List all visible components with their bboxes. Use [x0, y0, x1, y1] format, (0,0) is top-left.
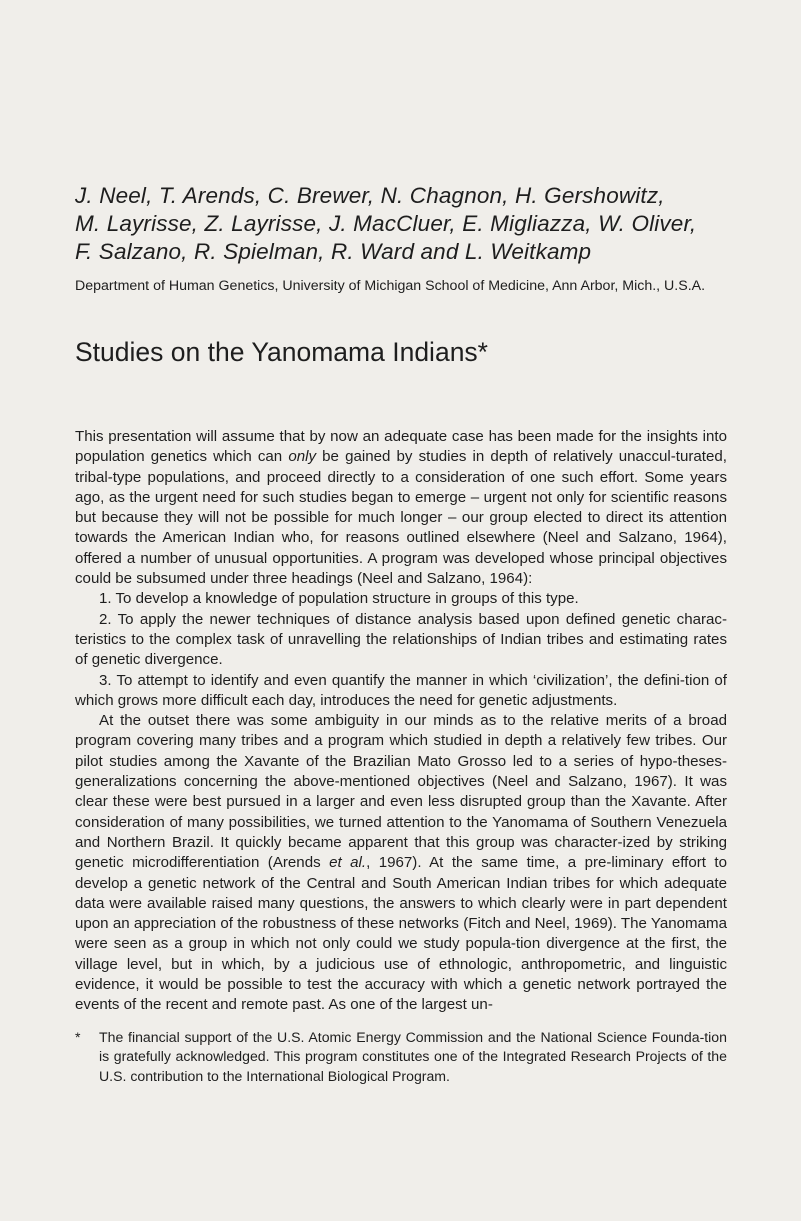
affiliation: Department of Human Genetics, University of Michigan School of Medicine, Ann Arbor, Mich., U.S.A.	[75, 278, 706, 294]
paper-page	[75, 182, 727, 1086]
author-line: J. Neel, T. Arends, C. Brewer, N. Chagnon, H. Gershowitz,	[75, 183, 665, 208]
objective-2: 2. To apply the newer techniques of distance analysis based upon defined genetic charac-teristics to the complex task of unravelling the relationships of Indian tribes and estimating rates of genetic divergence.	[75, 610, 727, 669]
objective-1: 1. To develop a knowledge of population structure in groups of this type.	[99, 590, 579, 608]
author-list	[75, 182, 727, 266]
intro-paragraph	[75, 427, 727, 589]
intro-text-after: be gained by studies in depth of relatively unaccul-turated, tribal-type populations, and proceed directly to a consideration of one such effort. Some years ago, as the urgent need for such studies began to emerge – urgent not only for scientific reasons but because they will not be possible for much longer – our group elected to direct its attention towards the American Indian who, for reasons outlined elsewhere (Neel and Salzano, 1964), offered a number of unusual opportunities. A program was developed whose principal objectives could be subsumed under three headings (Neel and Salzano, 1964):	[75, 448, 727, 588]
paper-title: Studies on the Yanomama Indians*	[75, 337, 488, 367]
footnote-mark: *	[75, 1028, 81, 1045]
footnote-text: The financial support of the U.S. Atomic Energy Commission and the National Science Founda-tion is gratefully acknowledged. This program constitutes one of the Integrated Research Projects of the U.S. contribution to the International Biological Program.	[99, 1028, 727, 1084]
body-text	[75, 427, 727, 1016]
second-paragraph	[75, 711, 727, 1015]
footnote	[75, 1028, 727, 1087]
objective-3: 3. To attempt to identify and even quantify the manner in which ‘civilization’, the defini-tion of which grows more difficult each day, introduces the need for genetic adjustments.	[75, 671, 727, 709]
intro-emphasis: only	[288, 448, 317, 466]
author-line: M. Layrisse, Z. Layrisse, J. MacCluer, E. Migliazza, W. Oliver,	[75, 211, 697, 236]
para2-text-before: At the outset there was some ambiguity in our minds as to the relative merits of a broad program covering many tribes and a program which studied in depth a relatively few tribes. Our pilot studies among the Xavante of the Brazilian Mato Grosso led to a series of hypo-theses-generalizations concerning the above-mentioned objectives (Neel and Salzano, 1967). It was clear these were best pursued in a larger and even less disrupted group than the Xavante. After consideration of many possibilities, we turned attention to the Yanomama of Southern Venezuela and Northern Brazil. It quickly became apparent that this group was character-ized by striking genetic microdifferentiation (Arends	[75, 712, 727, 872]
author-line: F. Salzano, R. Spielman, R. Ward and L. Weitkamp	[75, 239, 592, 264]
intro-text-before: This presentation will assume that by now an adequate case has been made for the insights into population genetics which can	[75, 428, 727, 466]
para2-emphasis: et al.	[329, 854, 367, 872]
para2-text-after: , 1967). At the same time, a pre-liminary effort to develop a genetic network of the Central and South American Indian tribes for which adequate data were available raised many questions, the answers to which clearly were in part dependent upon an appreciation of the robustness of these networks (Fitch and Neel, 1969). The Yanomama were seen as a group in which not only could we study popula-tion divergence at the first, the village level, but in which, by a judicious use of ethnologic, anthropometric, and linguistic evidence, it would be possible to test the accuracy with which a genetic network portrayed the events of the recent and remote past. As one of the largest un-	[75, 854, 727, 1014]
